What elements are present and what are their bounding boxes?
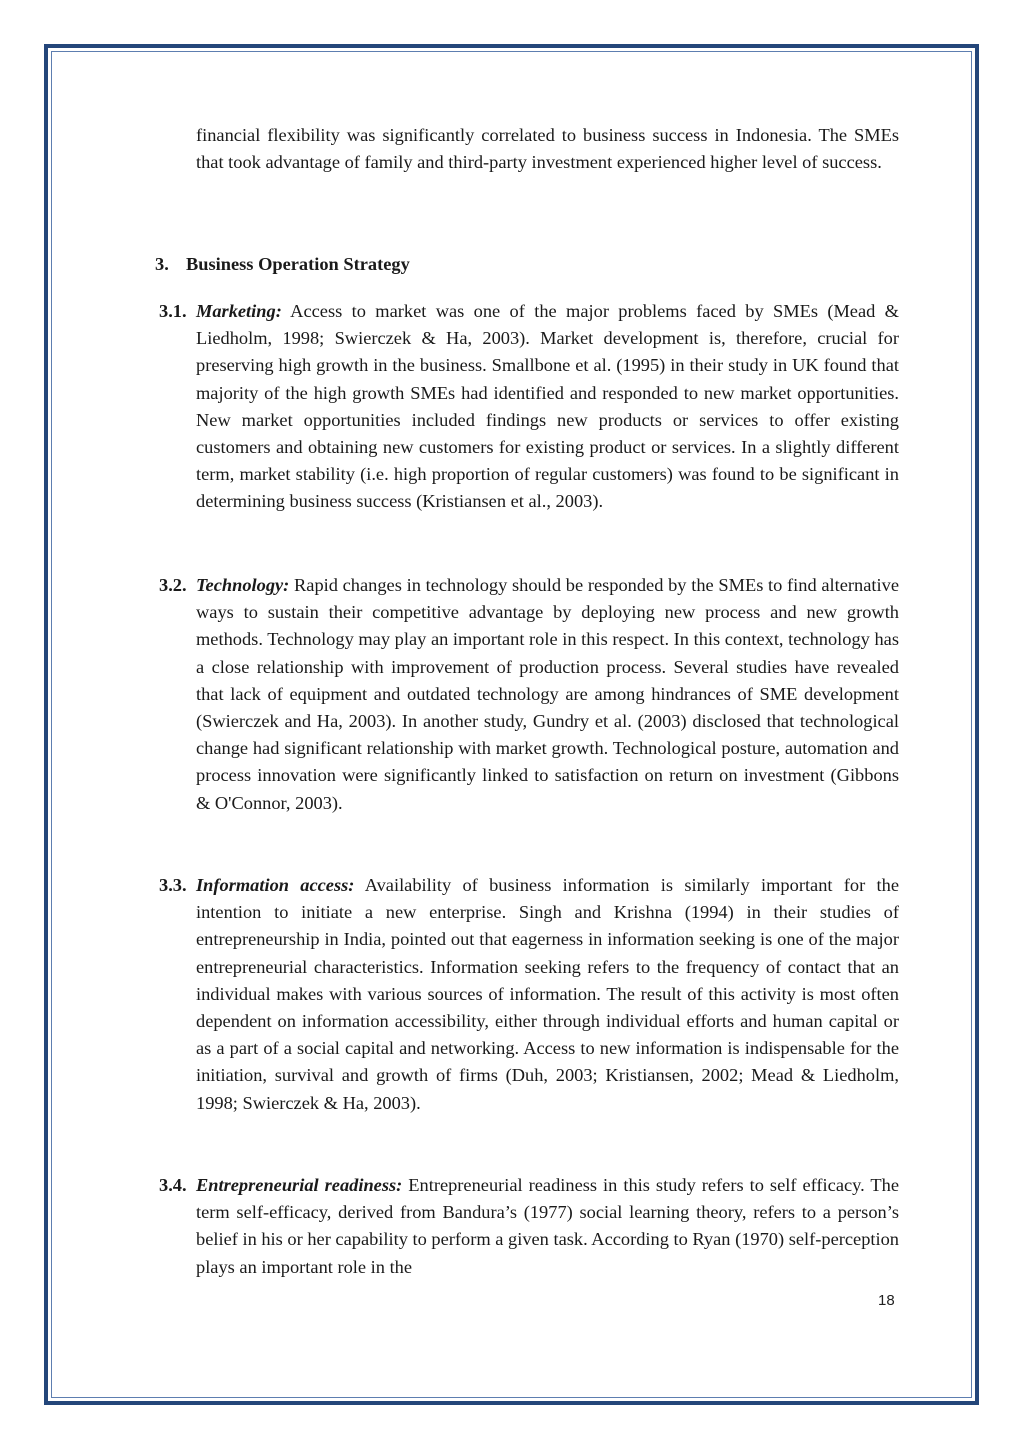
subsection-marketing — [159, 298, 899, 516]
subsection-number: 3.2. — [159, 575, 187, 595]
subsection-title: Information access: — [196, 875, 355, 895]
subsection-title: Technology: — [196, 575, 290, 595]
subsection-title: Marketing: — [196, 301, 282, 321]
subsection-title: Entrepreneurial readiness: — [196, 1175, 403, 1195]
subsection-information-access — [159, 872, 899, 1117]
section-heading-number: 3. — [155, 254, 169, 274]
section-heading — [155, 254, 410, 275]
subsection-body: Entrepreneurial readiness in this study refers to self efficacy. The term self-efficacy, derived from Bandura’s (1977) social learning theory, refers to a person’s belief in his or her capability to perform a given task. According to Ryan (1970) self-perception plays an important role in the — [196, 1175, 900, 1277]
subsection-number: 3.3. — [159, 875, 187, 895]
subsection-technology — [159, 572, 899, 817]
subsection-number: 3.1. — [159, 301, 187, 321]
intro-paragraph: financial flexibility was significantly correlated to business success in Indonesia. The SMEs that took advantage of family and third-party investment experienced higher level of success. — [196, 125, 899, 173]
section-heading-title: Business Operation Strategy — [186, 254, 410, 274]
subsection-body: Access to market was one of the major problems faced by SMEs (Mead & Liedholm, 1998; Swierczek & Ha, 2003). Market development is, therefore, crucial for preserving high growth in the business. Smallbone et al. (1995) in their study in UK found that majority of the high growth SMEs had identified and responded to new market opportunities. New market opportunities included findings new products or services to offer existing customers and obtaining new customers for existing product or services. In a slightly different term, market stability (i.e. high proportion of regular customers) was found to be significant in determining business success (Kristiansen et al., 2003). — [196, 301, 899, 512]
subsection-body: Rapid changes in technology should be responded by the SMEs to find alternative ways to sustain their competitive advantage by deploying new process and new growth methods. Technology may play an important role in this respect. In this context, technology has a close relationship with improvement of production process. Several studies have revealed that lack of equipment and outdated technology are among hindrances of SME development (Swierczek and Ha, 2003). In another study, Gundry et al. (2003) disclosed that technological change had significant relationship with market growth. Technological posture, automation and process innovation were significantly linked to satisfaction on return on investment (Gibbons & O'Connor, 2003). — [196, 575, 899, 813]
page-number: 18 — [878, 1292, 895, 1309]
subsection-body: Availability of business information is similarly important for the intention to initiate a new enterprise. Singh and Krishna (1994) in their studies of entrepreneurship in India, pointed out that eagerness in information seeking is one of the major entrepreneurial characteristics. Information seeking refers to the frequency of contact that an individual makes with various sources of information. The result of this activity is most often dependent on information accessibility, either through individual efforts and human capital or as a part of a social capital and networking. Access to new information is indispensable for the initiation, survival and growth of firms (Duh, 2003; Kristiansen, 2002; Mead & Liedholm, 1998; Swierczek & Ha, 2003). — [196, 875, 899, 1113]
subsection-entrepreneurial-readiness — [159, 1172, 900, 1281]
subsection-number: 3.4. — [159, 1175, 187, 1195]
